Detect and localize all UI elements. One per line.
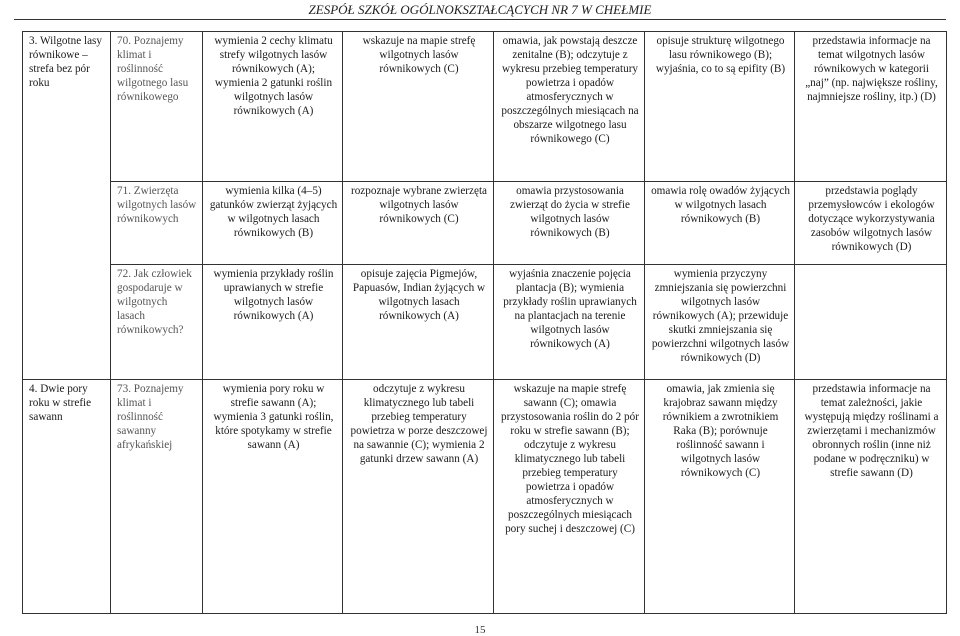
requirement-cell: wymienia przykłady roślin uprawianych w strefie wilgotnych lasów równikowych (A) [203,265,343,380]
requirement-cell: omawia rolę owadów żyjących w wilgotnych lasach równikowych (B) [645,182,795,265]
unit-cell: 4. Dwie pory roku w strefie sawann [23,380,111,614]
requirement-cell: wymienia 2 cechy klimatu strefy wilgotnych lasów równikowych (A); wymienia 2 gatunki roślin wilgotnych lasów równikowych (A) [203,32,343,182]
requirement-cell: rozpoznaje wybrane zwierzęta wilgotnych lasów równikowych (C) [343,182,494,265]
requirement-cell: przedstawia poglądy przemysłowców i ekologów dotyczące wykorzystywania zasobów wilgotnych lasów równikowych (D) [795,182,947,265]
table-row [23,182,947,265]
requirement-cell: wymienia kilka (4–5) gatunków zwierząt żyjących w wilgotnych lasach równikowych (B) [203,182,343,265]
unit-cell: 3. Wilgotne lasy równikowe – strefa bez pór roku [23,32,111,380]
table-row [23,380,947,614]
requirement-cell: odczytuje z wykresu klimatycznego lub tabeli przebieg temperatury powietrza w porze deszczowej na sawannie (C); wymienia 2 gatunki drzew sawann (A) [343,380,494,614]
requirement-cell: wyjaśnia znaczenie pojęcia plantacja (B); wymienia przykłady roślin uprawianych na plantacjach na terenie wilgotnych lasów równikowych (A) [494,265,645,380]
curriculum-table [22,31,947,614]
requirement-cell: wymienia pory roku w strefie sawann (A); wymienia 3 gatunki roślin, które spotykamy w strefie sawann (A) [203,380,343,614]
table-row [23,265,947,380]
requirement-cell: omawia, jak zmienia się krajobraz sawann między równikiem a zwrotnikiem Raka (B); porównuje roślinność sawann i wilgotnych lasów równikowych (C) [645,380,795,614]
topic-cell: 73. Poznajemy klimat i roślinność sawanny afrykańskiej [111,380,203,614]
requirement-cell: opisuje zajęcia Pigmejów, Papuasów, Indian żyjących w wilgotnych lasach równikowych (A) [343,265,494,380]
requirement-cell: przedstawia informacje na temat wilgotnych lasów równikowych w kategorii „naj” (np. największe rośliny, najmniejsze rośliny, itp.) (D) [795,32,947,182]
requirement-cell: omawia, jak powstają deszcze zenitalne (B); odczytuje z wykresu przebieg temperatury powietrza i opadów atmosferycznych w poszczególnych miesiącach na obszarze wilgotnego lasu równikowego (C) [494,32,645,182]
requirement-cell: wymienia przyczyny zmniejszania się powierzchni wilgotnych lasów równikowych (A); przewiduje skutki zmniejszania się powierzchni wilgotnych lasów równikowych (D) [645,265,795,380]
requirement-cell: wskazuje na mapie strefę sawann (C); omawia przystosowania roślin do 2 pór roku w strefie sawann (B); odczytuje z wykresu klimatycznego lub tabeli przebieg temperatury powietrza i opadów atmosferycznych w poszczególnych miesiącach pory suchej i deszczowej (C) [494,380,645,614]
topic-cell: 72. Jak człowiek gospodaruje w wilgotnych lasach równikowych? [111,265,203,380]
topic-cell: 70. Poznajemy klimat i roślinność wilgotnego lasu równikowego [111,32,203,182]
requirement-cell: wskazuje na mapie strefę wilgotnych lasów równikowych (C) [343,32,494,182]
requirement-cell: przedstawia informacje na temat zależności, jakie występują między roślinami a zwierzętami i mechanizmów obronnych roślin (inne niż podane w podręczniku) w strefie sawann (D) [795,380,947,614]
requirement-cell [795,265,947,380]
table-row [23,32,947,182]
page-number: 15 [474,624,486,636]
requirement-cell: opisuje strukturę wilgotnego lasu równikowego (B); wyjaśnia, co to są epifity (B) [645,32,795,182]
header-rule [14,19,946,20]
requirement-cell: omawia przystosowania zwierząt do życia w strefie wilgotnych lasów równikowych (B) [494,182,645,265]
topic-cell: 71. Zwierzęta wilgotnych lasów równikowych [111,182,203,265]
document-header: ZESPÓŁ SZKÓŁ OGÓLNOKSZTAŁCĄCYCH NR 7 W CHEŁMIE [308,2,652,17]
